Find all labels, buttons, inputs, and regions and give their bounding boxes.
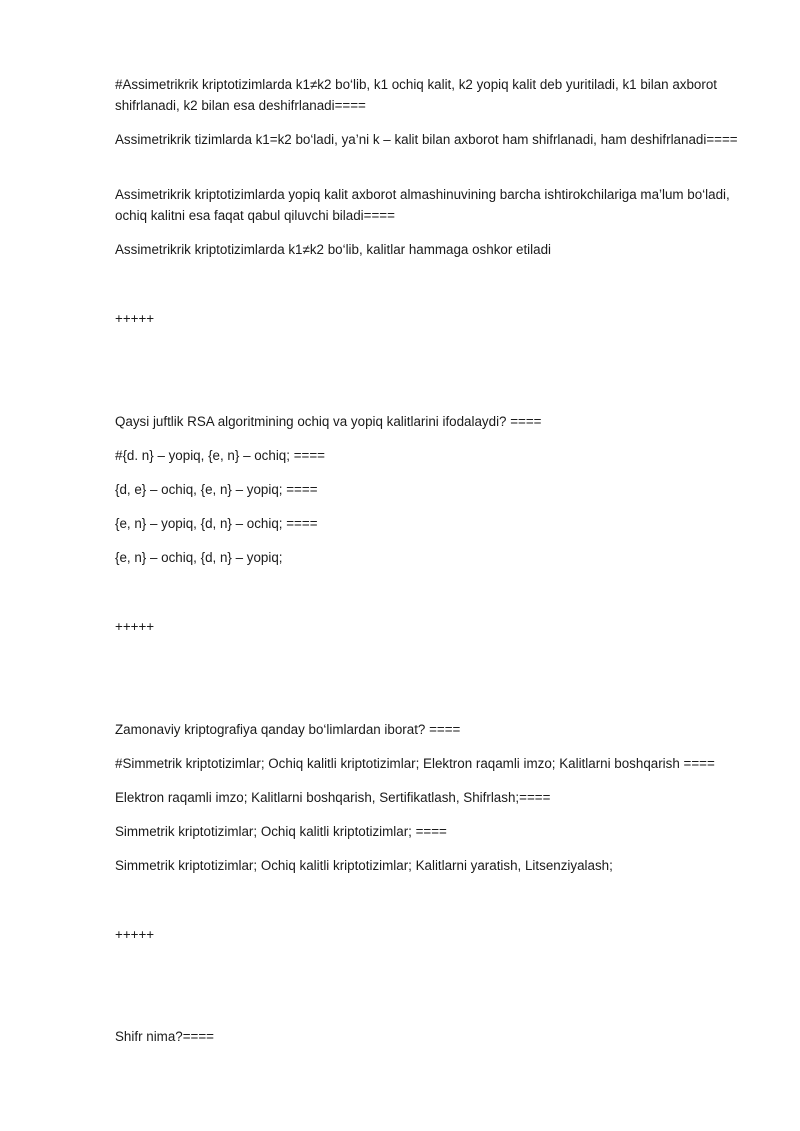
answer-option-correct: #Simmetrik kriptotizimlar; Ochiq kalitli kriptotizimlar; Elektron raqamli imzo; Kalitlarni boshqarish ==== (115, 756, 715, 771)
answer-option: Assimetrikrik kriptotizimlarda k1≠k2 bo‘lib, kalitlar hammaga oshkor etiladi (115, 242, 551, 257)
answer-option: Elektron raqamli imzo; Kalitlarni boshqarish, Sertifikatlash, Shifrlash;==== (115, 790, 551, 805)
answer-option: Simmetrik kriptotizimlar; Ochiq kalitli kriptotizimlar; ==== (115, 824, 447, 839)
answer-option: {e, n} – ochiq, {d, n} – yopiq; (115, 550, 283, 565)
answer-option: {e, n} – yopiq, {d, n} – ochiq; ==== (115, 516, 318, 531)
answer-option: Assimetrikrik tizimlarda k1=k2 bo‘ladi, ya’ni k – kalit bilan axborot ham shifrlanadi, ham deshifrlanadi==== (115, 132, 738, 147)
answer-option: Simmetrik kriptotizimlar; Ochiq kalitli kriptotizimlar; Kalitlarni yaratish, Litsenziyalash; (115, 858, 613, 873)
question-text: Qaysi juftlik RSA algoritmining ochiq va yopiq kalitlarini ifodalaydi? ==== (115, 414, 542, 429)
answer-option: {d, e} – ochiq, {e, n} – yopiq; ==== (115, 482, 318, 497)
question-separator: +++++ (115, 311, 155, 326)
question-separator: +++++ (115, 927, 155, 942)
question-text: Zamonaviy kriptografiya qanday bo‘limlardan iborat? ==== (115, 722, 461, 737)
question-separator: +++++ (115, 619, 155, 634)
answer-option-correct: #{d. n} – yopiq, {e, n} – ochiq; ==== (115, 448, 325, 463)
question-text: Shifr nima?==== (115, 1029, 215, 1044)
answer-option: Assimetrikrik kriptotizimlarda yopiq kalit axborot almashinuvining barcha ishtirokchilariga ma’lum bo‘ladi, ochiq kalitni esa faqat qabul qiluvchi biladi==== (115, 187, 730, 223)
answer-option-correct: #Assimetrikrik kriptotizimlarda k1≠k2 bo‘lib, k1 ochiq kalit, k2 yopiq kalit deb yuritiladi, k1 bilan axborot shifrlanadi, k2 bilan esa deshifrlanadi==== (115, 77, 718, 113)
